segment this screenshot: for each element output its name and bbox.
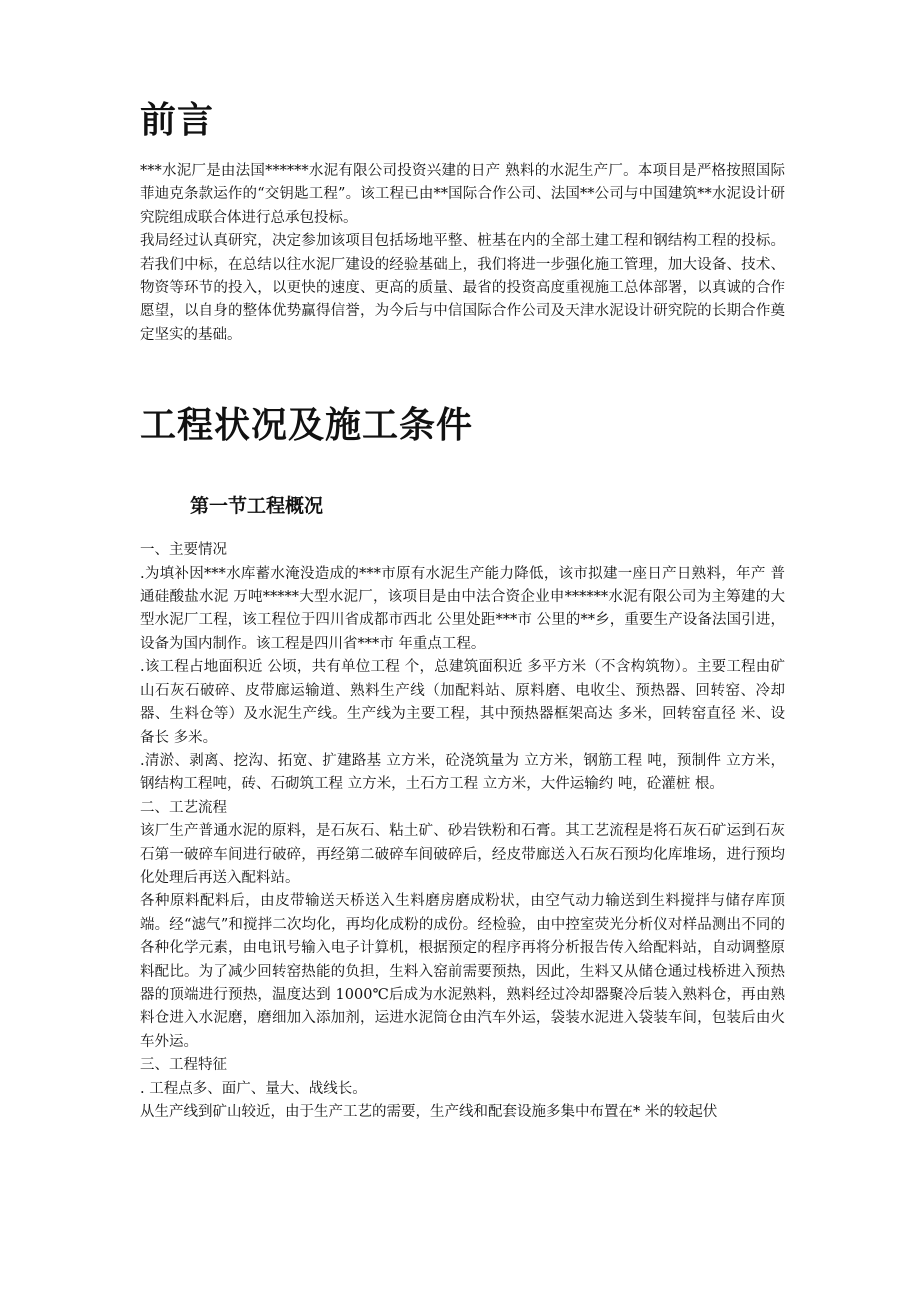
section-heading: 第一节工程概况 <box>190 495 324 518</box>
body-paragraph: 从生产线到矿山较近，由于生产工艺的需要，生产线和配套设施多集中布置在* 米的较起伏 <box>140 1104 718 1120</box>
preface-heading: 前言 <box>140 99 215 141</box>
document-body <box>140 92 785 1124</box>
preface-paragraph: 我局经过认真研究，决定参加该项目包括场地平整、桩基在内的全部土建工程和钢结构工程的投标。若我们中标，在总结以往水泥厂建设的经验基础上，我们将进一步强化施工管理，加大设备、技术、物资等环节的投入，以更快的速度、更高的质量、最省的投资高度重视施工总体部署，以真诚的合作愿望，以自身的整体优势赢得信誉，为今后与中信国际合作公司及天津水泥设计研究院的长期合作奠定坚实的基础。 <box>140 233 785 343</box>
body-paragraph: 各种原料配料后，由皮带输送天桥送入生料磨房磨成粉状，由空气动力输送到生料搅拌与储存库顶端。经“滤气”和搅拌二次均化，再均化成粉的成份。经检验，由中控室荧光分析仪对样品测出不同的各种化学元素，由电讯号输入电子计算机，根据预定的程序再将分析报告传入给配料站，自动调整原料配比。为了减少回转窑热能的负担，生料入窑前需要预热，因此，生料又从储仓通过栈桥进入预热器的顶端进行预热，温度达到 1000℃后成为水泥熟料，熟料经过冷却器聚冷后装入熟料仓，再由熟料仓进入水泥磨，磨细加入添加剂，运进水泥筒仓由汽车外运，袋装水泥进入袋装车间，包装后由火车外运。 <box>140 893 785 1050</box>
subheading-process-flow: 二、工艺流程 <box>140 799 227 816</box>
chapter-heading: 工程状况及施工条件 <box>140 404 474 447</box>
body-paragraph: .该工程占地面积近 公顷，共有单位工程 个，总建筑面积近 多平方米（不含构筑物）。主要工程由矿山石灰石破碎、皮带廊运输道、熟料生产线（加配料站、原料磨、电收尘、预热器、回转窑、冷却器、生料仓等）及水泥生产线。生产线为主要工程，其中预热器框架高达 多米，回转窑直径 米、设备长 多米。 <box>140 659 785 746</box>
section-text <box>140 539 785 1124</box>
body-paragraph: . 工程点多、面广、量大、战线长。 <box>140 1080 367 1097</box>
body-paragraph: .为填补因***水库蓄水淹没造成的***市原有水泥生产能力降低，该市拟建一座日产日熟料，年产 普通硅酸盐水泥 万吨*****大型水泥厂，该项目是由中法合资企业申******水泥有限公司为主筹建的大型水泥厂工程，该工程位于四川省成都市西北 公里处距***市 公里的**乡，重要生产设备法国引进，设备为国内制作。该工程是四川省***市 年重点工程。 <box>140 565 785 652</box>
subheading-project-features: 三、工程特征 <box>140 1057 227 1074</box>
subheading-main-situation: 一、主要情况 <box>140 542 227 559</box>
preface-paragraph: ***水泥厂是由法国******水泥有限公司投资兴建的日产 熟料的水泥生产厂。本项目是严格按照国际菲迪克条款运作的“交钥匙工程”。该工程已由**国际合作公司、法国**公司与中国建筑**水泥设计研究院组成联合体进行总承包投标。 <box>140 163 785 226</box>
body-paragraph: 该厂生产普通水泥的原料，是石灰石、粘土矿、砂岩铁粉和石膏。其工艺流程是将石灰石矿运到石灰石第一破碎车间进行破碎，再经第二破碎车间破碎后，经皮带廊送入石灰石预均化库堆场，进行预均化处理后再送入配料站。 <box>140 823 785 886</box>
body-paragraph: .清淤、剥离、挖沟、拓宽、扩建路基 立方米，砼浇筑量为 立方米，钢筋工程 吨，预制件 立方米，钢结构工程吨，砖、石砌筑工程 立方米，土石方工程 立方米，大件运输约 吨，砼灌桩 根。 <box>140 752 785 793</box>
preface-text <box>140 160 785 347</box>
